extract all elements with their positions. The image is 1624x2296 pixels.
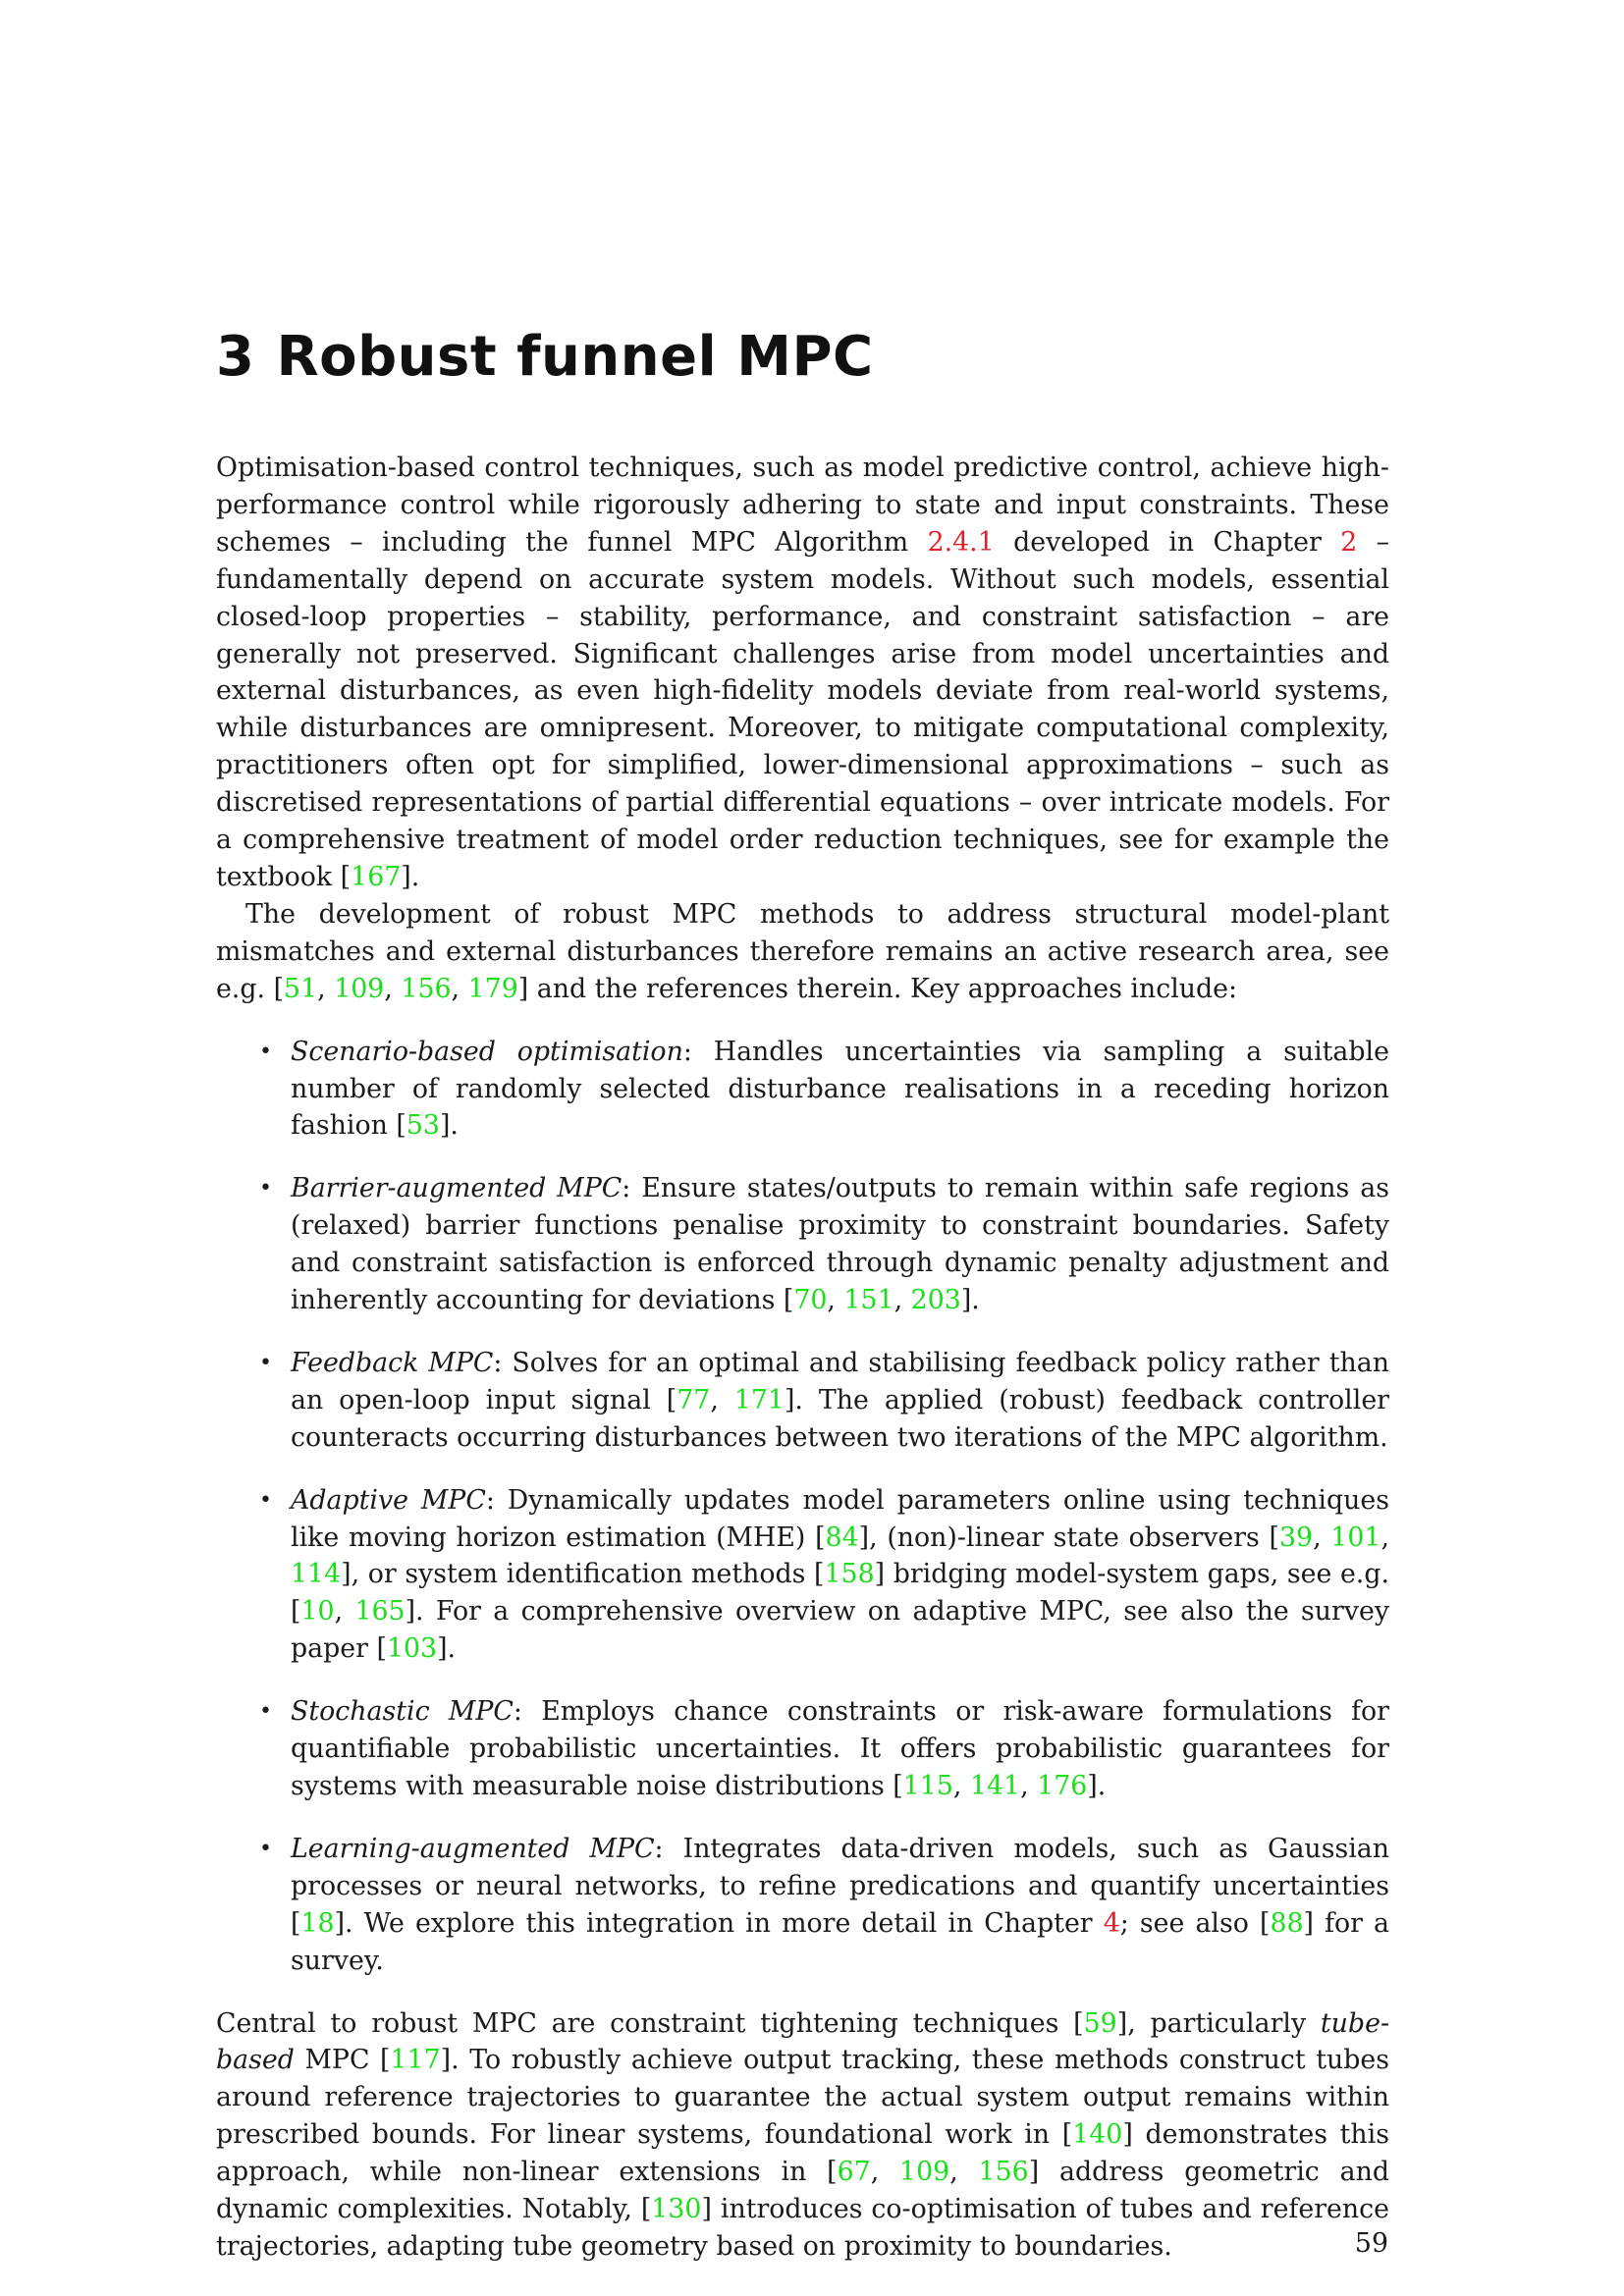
citation-link[interactable]: 103 [386,1633,438,1665]
tube-based-paragraph: Central to robust MPC are constraint tightening techniques [59], particularly tube-based MPC [117]. To robustly achieve output tracking, these methods construct tubes around reference trajectories to guarantee the actual system output remains within prescribed bounds. For linear systems, foundational work in [140] demonstrates this approach, while non-linear extensions in [67, 109, 156] address geometric and dynamic complexities. Notably, [130] introduces co-optimisation of tubes and reference trajectories, adapting tube geometry based on proximity to boundaries. [216,2007,1390,2262]
citation-link[interactable]: 115 [902,1771,953,1801]
bullet-icon: • [259,1176,272,1201]
approaches-list [216,1034,1389,1980]
citation-link[interactable]: 179 [467,973,518,1004]
bullet-icon: • [259,1699,272,1725]
citation-link[interactable]: 84 [825,1522,859,1553]
list-item-barrier-augmented: • Barrier-augmented MPC: Ensure states/outputs to remain within safe regions as (relaxed) barrier functions penalise proximity to constraint boundaries. Safety and constraint satisfaction is enforced through dynamic penalty adjustment and inherently accounting for deviations [70, 151, 203]. [291,1170,1389,1319]
citation-link[interactable]: 165 [354,1596,406,1628]
citation-link[interactable]: 18 [300,1907,335,1939]
xref-algorithm-2-4-1[interactable]: 2.4.1 [927,526,995,558]
citation-link[interactable]: 203 [910,1285,961,1316]
page-number: 59 [1354,2228,1388,2259]
citation-link[interactable]: 51 [284,973,318,1004]
body-text [216,450,1389,2266]
citation-link[interactable]: 114 [291,1559,342,1590]
chapter-title [216,325,874,389]
list-item-feedback-mpc: • Feedback MPC: Solves for an optimal and stabilising feedback policy rather than an open-loop input signal [77, 171]. The applied (robust) feedback controller counteracts occurring disturbances between two iterations of the MPC algorithm. [291,1345,1389,1457]
robust-mpc-paragraph: The development of robust MPC methods to address structural model-plant mismatches and external disturbances therefore remains an active research area, see e.g. [51, 109, 156, 179] and the references therein. Key approaches include: [216,898,1389,1004]
citation-link[interactable]: 67 [837,2157,871,2188]
bullet-icon: • [259,1350,272,1375]
citation-link[interactable]: 10 [300,1596,335,1628]
citation-link[interactable]: 171 [733,1384,785,1415]
citation-link[interactable]: 140 [1072,2119,1123,2151]
list-item-scenario-based: • Scenario-based optimisation: Handles uncertainties via sampling a suitable number of randomly selected disturbance realisations in a receding horizon fashion [53]. [291,1034,1389,1146]
citation-link[interactable]: 109 [334,973,385,1004]
citation-link[interactable]: 53 [406,1110,440,1142]
bullet-icon: • [259,1836,272,1861]
bullet-icon: • [259,1487,272,1513]
xref-chapter-2[interactable]: 2 [1340,526,1358,558]
citation-link[interactable]: 158 [824,1559,875,1590]
citation-link[interactable]: 176 [1037,1771,1088,1801]
citation-link[interactable]: 77 [677,1384,711,1415]
list-item-stochastic-mpc: • Stochastic MPC: Employs chance constraints or risk-aware formulations for quantifiable probabilistic uncertainties. It offers probabilistic guarantees for systems with measurable noise distributions [115, 141, 176]. [291,1693,1389,1805]
citation-link[interactable]: 109 [899,2157,950,2188]
bullet-icon: • [259,1039,272,1064]
citation-link[interactable]: 39 [1278,1522,1314,1553]
intro-paragraph: Optimisation-based control techniques, such as model predictive control, achieve high-performance control while rigorously adhering to state and input constraints. These schemes – including the funnel MPC Algorithm 2.4.1 developed in Chapter 2 – fundamentally depend on accurate system models. Without such models, essential closed-loop properties – stability, performance, and constraint satisfaction – are generally not preserved. Significant challenges arise from model uncertainties and external disturbances, as even high-fidelity models deviate from real-world systems, while disturbances are omnipresent. Moreover, to mitigate computational complexity, practitioners often opt for simplified, lower-dimensional approximations – such as discretised representations of partial differential equations – over intricate models. For a comprehensive treatment of model order reduction techniques, see for example the textbook [167]. [216,453,1389,892]
citation-link[interactable]: 70 [793,1285,828,1316]
citation-link[interactable]: 151 [843,1285,894,1316]
xref-chapter-4[interactable]: 4 [1103,1907,1120,1939]
chapter-title-text: Robust funnel MPC [276,325,874,389]
list-item-adaptive-mpc: • Adaptive MPC: Dynamically updates model parameters online using techniques like moving horizon estimation (MHE) [84], (non)-linear state observers [39, 101, 114], or system identification methods [158] bridging model-system gaps, see e.g. [10, 165]. For a comprehensive overview on adaptive MPC, see also the survey paper [103]. [291,1482,1389,1669]
citation-link[interactable]: 167 [351,861,402,892]
citation-link[interactable]: 88 [1270,1907,1304,1939]
chapter-number: 3 [216,325,255,389]
citation-link[interactable]: 156 [401,973,452,1004]
citation-link[interactable]: 141 [969,1771,1021,1801]
citation-link[interactable]: 130 [651,2194,702,2225]
citation-link[interactable]: 59 [1083,2007,1117,2039]
citation-link[interactable]: 156 [978,2157,1029,2188]
citation-link[interactable]: 117 [390,2045,441,2076]
list-item-learning-augmented: • Learning-augmented MPC: Integrates data-driven models, such as Gaussian processes or neural networks, to refine predications and quantify uncertainties [18]. We explore this integration in more detail in Chapter 4; see also [88] for a survey. [291,1831,1389,1980]
citation-link[interactable]: 101 [1330,1522,1381,1553]
